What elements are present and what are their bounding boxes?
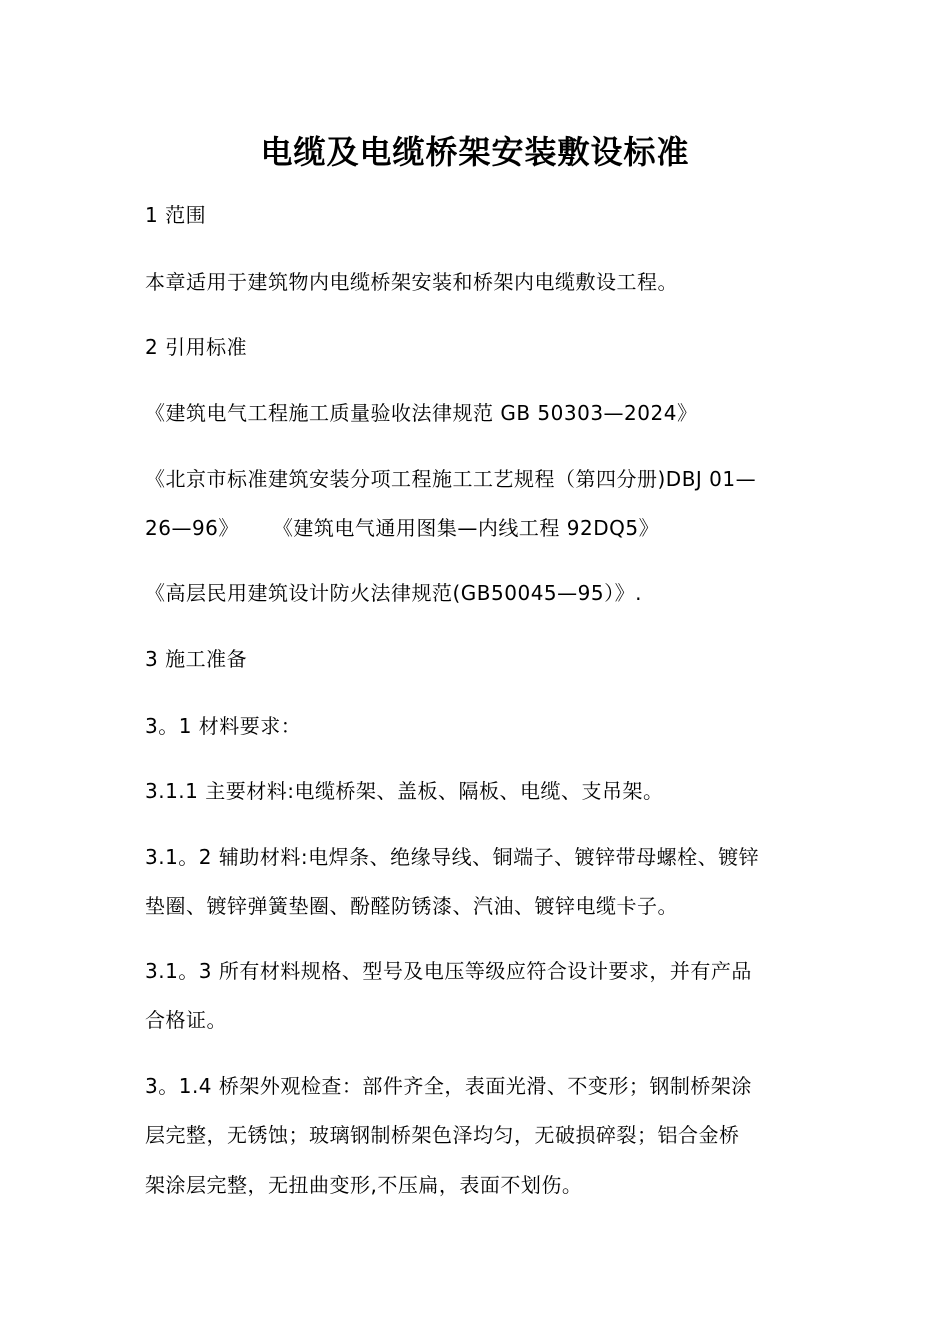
clause-3-1-2-line2: 垫圈、镀锌弹簧垫圈、酚醛防锈漆、汽油、镀锌电缆卡子。 bbox=[145, 894, 678, 918]
clause-3-1-2-line1: 3.1。2 辅助材料:电焊条、绝缘导线、铜端子、镀锌带母螺栓、镀锌 bbox=[145, 845, 760, 869]
reference-line-pair bbox=[145, 513, 659, 543]
clause-3-1-3-line2: 合格证。 bbox=[145, 1008, 227, 1032]
clause-3-1-1: 3.1.1 主要材料:电缆桥架、盖板、隔板、电缆、支吊架。 bbox=[145, 779, 664, 803]
subsection-material-requirements: 3。1 材料要求： bbox=[145, 714, 302, 738]
section-heading-scope: 1 范围 bbox=[145, 203, 207, 227]
reference-gb50045: 《高层民用建筑设计防火法律规范(GB50045—95）》. bbox=[145, 581, 642, 605]
reference-dbj01-line1: 《北京市标准建筑安装分项工程施工工艺规程（第四分册)DBJ 01— bbox=[145, 467, 757, 491]
scope-text: 本章适用于建筑物内电缆桥架安装和桥架内电缆敷设工程。 bbox=[145, 270, 678, 294]
section-heading-references: 2 引用标准 bbox=[145, 335, 248, 359]
reference-92dq5: 《建筑电气通用图集—内线工程 92DQ5》 bbox=[272, 516, 660, 540]
clause-3-1-4-line1: 3。1.4 桥架外观检查：部件齐全，表面光滑、不变形；钢制桥架涂 bbox=[145, 1074, 752, 1098]
document-title: 电缆及电缆桥架安装敷设标准 bbox=[260, 133, 690, 171]
reference-dbj01-line2: 26—96》 bbox=[145, 516, 239, 540]
reference-gb50303: 《建筑电气工程施工质量验收法律规范 GB 50303—2024》 bbox=[145, 401, 698, 425]
clause-3-1-4-line2: 层完整，无锈蚀；玻璃钢制桥架色泽均匀，无破损碎裂；铝合金桥 bbox=[145, 1123, 740, 1147]
section-heading-preparation: 3 施工准备 bbox=[145, 647, 248, 671]
clause-3-1-3-line1: 3.1。3 所有材料规格、型号及电压等级应符合设计要求，并有产品 bbox=[145, 959, 752, 983]
clause-3-1-4-line3: 架涂层完整，无扭曲变形,不压扁，表面不划伤。 bbox=[145, 1173, 583, 1197]
